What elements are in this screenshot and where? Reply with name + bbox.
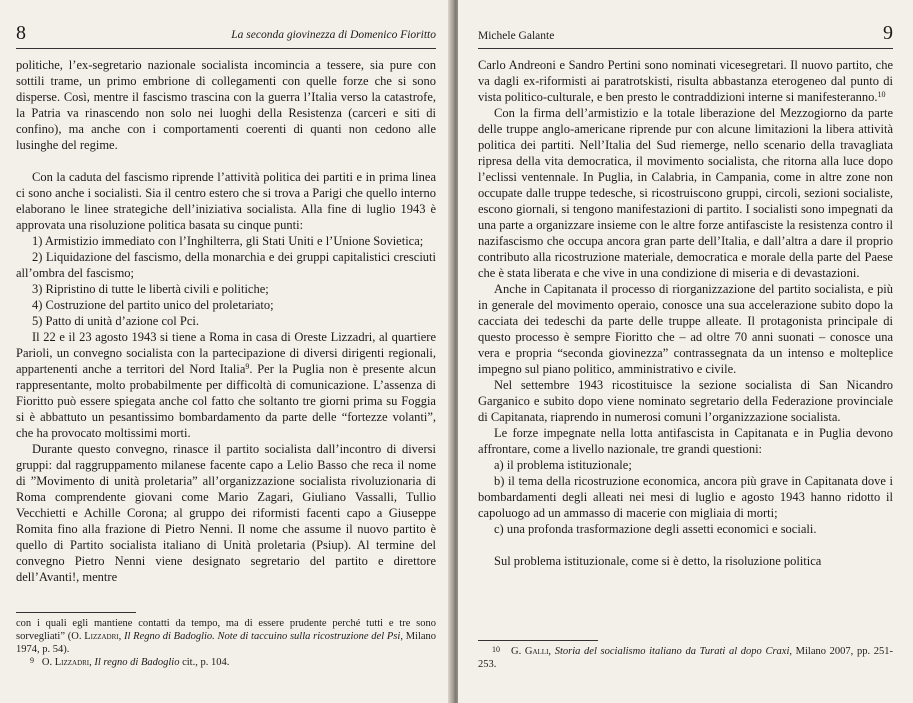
- paragraph-text: Puglia non è presente alcun rappresentante, molto probabilmente per difficoltà di comunicazione. L’assenza di Fioritto può essere spiegata anche col fatto che soltanto tre giorni prima su Foggia si è abbattuto un pesantissimo bombardamento da parte delle “fortezze volanti”, che ha provocato moltissimi morti.: [16, 362, 436, 440]
- list-item: 2) Liquidazione del fascismo, della monarchia e dei gruppi capitalistici cresciuti all’ombra del fascismo;: [16, 250, 436, 280]
- list-item: 1) Armistizio immediato con l’Inghilterra, gli Stati Uniti e l’Unione Sovietica;: [32, 234, 424, 248]
- footnote-number: 9: [30, 656, 34, 665]
- list-item: c) una profonda trasformazione degli assetti economici e sociali.: [494, 522, 817, 536]
- right-footnotes: [478, 640, 893, 671]
- paragraph: Con la caduta del fascismo riprende l’attività politica dei partiti e in prima linea ci sono anche i socialisti. Sia il centro estero che si trova a Parigi che quello interno elaborano le linee strategiche dell’iniziativa socialista. Alla fine di luglio 1943 è approvata una risoluzione politica basata su cinque punti:: [16, 170, 436, 232]
- right-page: [458, 0, 913, 703]
- right-running-author: Michele Galante: [478, 30, 555, 42]
- left-page: [0, 0, 452, 703]
- right-page-body: [478, 57, 893, 569]
- right-page-header: [478, 24, 893, 49]
- paragraph: Le forze impegnate nella lotta antifascista in Capitanata e in Puglia devono affrontare, come a livello nazionale, tre grandi questioni:: [478, 426, 893, 456]
- footnote-continuation: con i quali egli mantiene contatti da tempo, ma di essere prudente perché tutti e tre sono sorvegliati” (O. Lizzadri, Il Regno di Badoglio. Note di taccuino sulla ricostruzione del Psi, Milano 1974, p. 54).: [16, 618, 437, 655]
- footnote-author: Galli: [524, 646, 549, 657]
- footnote-text: con i quali egli mantiene contatti da tempo, ma di essere prudente perché tutti e tre sono sorvegliati” (O.: [16, 618, 436, 642]
- footnote-9: $^9$ O. Lizzadri, Il regno di Badoglio cit., p. 104.: [30, 656, 230, 668]
- footnote-number: 10: [492, 645, 500, 654]
- footnote-text: , Milano 2007, pp. 251-253.: [478, 646, 894, 670]
- footnote-work-title: Il regno di Badoglio: [94, 657, 180, 668]
- paragraph-text: Carlo Andreoni e Sandro Pertini sono nominati vicesegretari. Il nuovo partito, che va dagli ex-riformisti ai paratrotskisti, risulta abbastanza eterogeneo dal punto di vista politico-culturale, e ben presto le contraddizioni interne si manifesteranno.: [478, 58, 893, 104]
- left-footnotes: [16, 612, 436, 669]
- paragraph-text: Il 22 e il 23 agosto 1943 si tiene a Roma in casa di Oreste Lizzadri, al quartiere Parioli, un convegno socialista con la partecipazione di diversi dirigenti regionali, appartenenti anche a territori del Nord Italia: [16, 330, 436, 376]
- footnote-text: , Milano 1974, p. 54).: [16, 631, 437, 655]
- paragraph: Anche in Capitanata il processo di riorganizzazione del partito socialista, e più in generale del movimento operaio, conosce una sua accelerazione subito dopo la cacciata dei tedeschi da parte delle truppe alleate. Il protagonista principale di questo processo è sempre Fioritto che – ad oltre 70 anni suonati – conosce una vera e propria “seconda giovinezza” contrassegnata da un intenso e molteplice impegno sul piano politico, amministrativo e civile.: [478, 282, 893, 376]
- footnote-rule: [16, 612, 136, 613]
- footnote-text: G.: [511, 646, 525, 657]
- footnote-10: $^{10}$ G. Galli, Storia del socialismo italiano da Turati al dopo Craxi, Milano 2007, pp. 251-253.: [478, 645, 894, 670]
- left-page-header: [16, 24, 436, 49]
- paragraph: Sul problema istituzionale, come si è detto, la risoluzione politica: [494, 554, 822, 568]
- footnote-ref[interactable]: 10: [877, 90, 886, 99]
- list-item: 4) Costruzione del partito unico del proletariato;: [32, 298, 274, 312]
- list-item: 5) Patto di unità d’azione col Pci.: [32, 314, 199, 328]
- footnote-text: O.: [41, 657, 55, 668]
- right-page-number: 9: [883, 22, 893, 44]
- footnote-author: Lizzadri: [54, 657, 90, 668]
- footnote-work-title: Il Regno di Badoglio. Note di taccuino sulla ricostruzione del Psi: [124, 631, 401, 642]
- list-item: 3) Ripristino di tutte le libertà civili e politiche;: [32, 282, 269, 296]
- paragraph-text: . Per la: [249, 362, 288, 376]
- list-item: a) il problema istituzionale;: [494, 458, 632, 472]
- list-item: b) il tema della ricostruzione economica, ancora più grave in Capitanata dove i bombardamenti degli alleati nei mesi di luglio e agosto 1943 hanno ridotto il capoluogo ad un ammasso di macerie con migliaia di morti;: [478, 474, 893, 520]
- footnote-work-title: Storia del socialismo italiano da Turati al dopo Craxi: [554, 646, 790, 657]
- left-running-title: La seconda giovinezza di Domenico Fioritto: [231, 29, 436, 41]
- footnote-ref[interactable]: 9: [245, 362, 250, 371]
- footnote-text: cit., p. 104.: [179, 657, 230, 668]
- left-page-body: [16, 57, 436, 585]
- paragraph: [16, 329, 436, 441]
- paragraph: Nel settembre 1943 ricostituisce la sezione socialista di San Nicandro Garganico e subito dopo viene nominato segretario della Federazione provinciale di Capitanata, riaprendo in numerosi comuni l’organizzazione socialista.: [478, 378, 893, 424]
- paragraph: Con la firma dell’armistizio e la totale liberazione del Mezzogiorno da parte delle truppe anglo-americane riprende pur con alcune limitazioni la libera attività politica dei partiti. Nell’Italia del Sud riemerge, nello scenario della travagliata ripresa della vita democratica, il movimento socialista, che ritorna alla luce dopo l’eclissi ventennale. In Puglia, in Calabria, in Campania, come in altre zone non occupate dalle truppe tedesche, si ricostruiscono gruppi, circoli, sezioni socialiste, escono giornali, si tengono manifestazioni di partito. I socialisti sono impegnati da una parte a organizzare insieme con le altre forze antifasciste la resistenza contro il nazifascismo che occupa ancora gran parte dell’Italia, e dall’altra a dare il proprio contributo alla ricostruzione materiale, democratica e morale della parte del Paese che è stata liberata e che vive in una condizione di miseria e di devastazioni.: [478, 106, 893, 280]
- paragraph: Durante questo convegno, rinasce il partito socialista dall’incontro di diversi gruppi: dal raggruppamento milanese facente capo a Lelio Basso che reca il nome di ”Movimento di unità proletaria” all’organizzazione socialista rivoluzionaria di Roma comprendente giovani come Mario Zagari, Giuliano Vassalli, Tullio Vecchietti e Achille Corona; al gruppo dei riformisti facenti capo a Giuseppe Romita fino alla frazione di Pietro Nenni. Il nome che assume il nuovo partito è quello di Partito socialista italiano di Unità proletaria (Psiup). Al termine del convegno Pietro Nenni viene designato segretario del partito e direttore dell’Avanti!, mentre: [16, 442, 436, 584]
- left-page-number: 8: [16, 22, 26, 44]
- footnote-author: Lizzadri: [84, 631, 119, 642]
- footnote-rule: [478, 640, 598, 641]
- paragraph: politiche, l’ex-segretario nazionale socialista incomincia a tessere, sia pure con sottili trame, un primo embrione di collegamenti con quelle forze che si sono disperse. Così, mentre il fascismo trascina con la guerra l’Italia verso la catastrofe, la Patria va rinascendo non solo nei luoghi della Resistenza (carceri e siti di confino), ma anche con i comportamenti coerenti di quanti non cedono alle lusinghe del regime.: [16, 58, 436, 152]
- paragraph: [478, 57, 893, 105]
